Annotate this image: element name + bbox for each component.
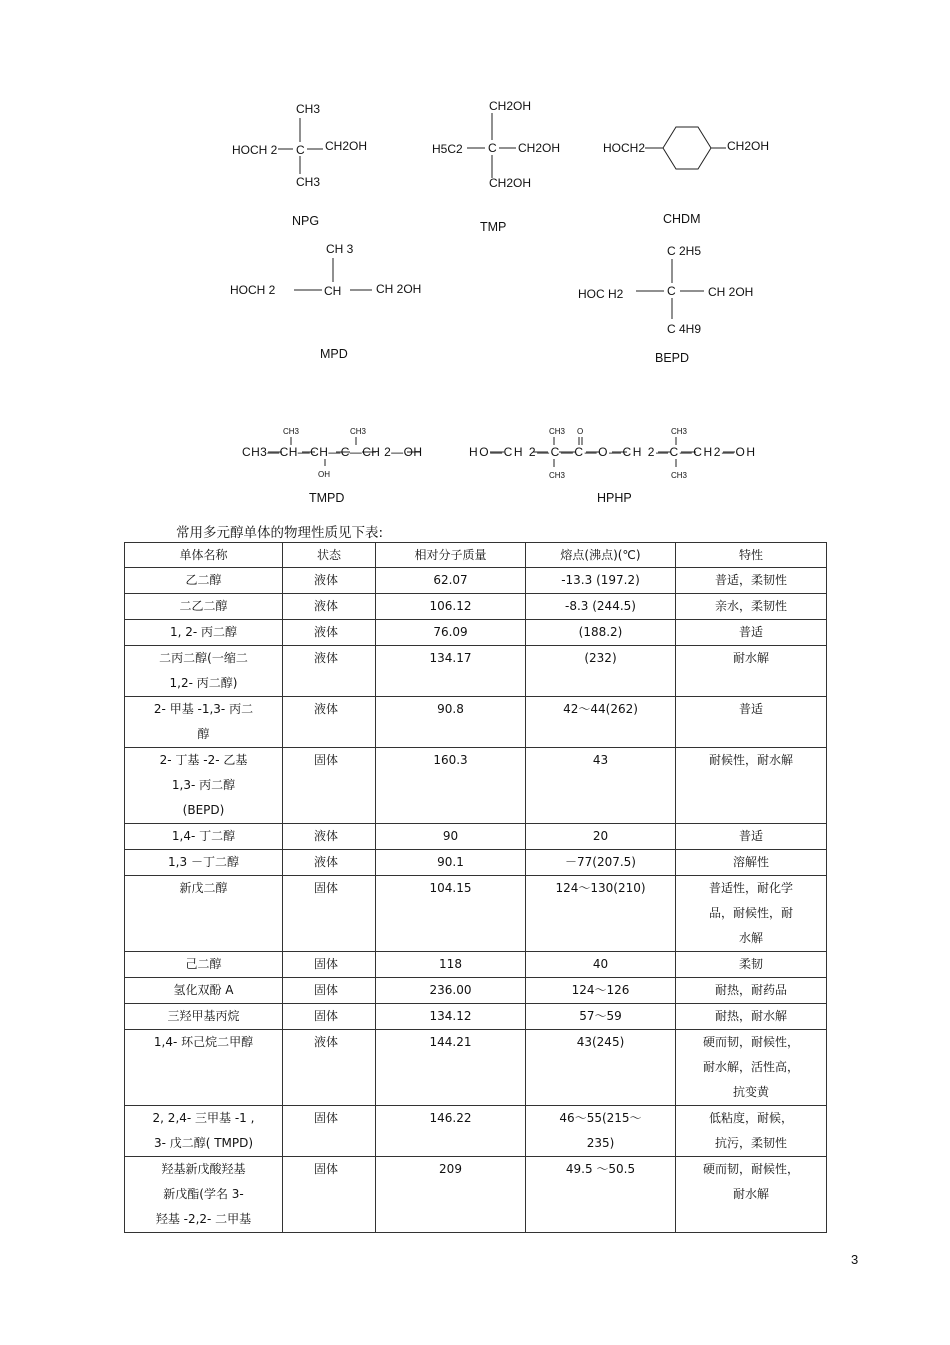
cell-monomer-name <box>125 594 283 620</box>
cell-melting-point <box>526 594 676 620</box>
cell-monomer-name-line: 1,4- 环己烷二甲醇 <box>153 1035 254 1049</box>
cell-properties-line: 普适 <box>738 625 763 639</box>
tmp-name: TMP <box>480 220 507 234</box>
bepd-bottom-group: C 4H9 <box>667 322 702 336</box>
cell-melting-point-line: 57～59 <box>579 1009 622 1023</box>
cell-monomer-name <box>125 978 283 1004</box>
cell-monomer-name <box>125 850 283 876</box>
cell-monomer-name-line: 氢化双酚 A <box>173 983 234 997</box>
cell-monomer-name-line: 醇 <box>197 727 210 741</box>
cell-melting-point <box>526 824 676 850</box>
tmpd-name: TMPD <box>309 491 345 505</box>
cell-monomer-name-line: 1,4- 丁二醇 <box>171 829 236 843</box>
cell-state: 液体 <box>283 594 376 620</box>
cell-molecular-weight: 106.12 <box>376 594 526 620</box>
cell-properties-line: 抗污，柔韧性 <box>714 1136 787 1150</box>
table-row <box>125 1106 827 1157</box>
table-row <box>125 594 827 620</box>
cell-state: 液体 <box>283 697 376 748</box>
cell-properties <box>676 568 827 594</box>
cell-melting-point <box>526 1030 676 1106</box>
header-monomer-name: 单体名称 <box>125 543 283 568</box>
hphp-branch-bottom-2: CH3 <box>671 471 688 480</box>
cell-properties <box>676 646 827 697</box>
cell-properties-line: 硬而韧，耐候性， <box>702 1035 799 1049</box>
tmpd-main-chain: CH3—CH—CH—C—CH 2—OH <box>242 445 422 459</box>
cell-properties <box>676 1030 827 1106</box>
header-properties: 特性 <box>676 543 827 568</box>
cell-monomer-name <box>125 876 283 952</box>
cell-melting-point <box>526 1106 676 1157</box>
cell-properties-line: 低粘度，耐候， <box>708 1111 793 1125</box>
mpd-center-atom: CH <box>324 284 342 298</box>
cell-melting-point-line: 46～55(215～ <box>559 1111 642 1125</box>
cell-monomer-name <box>125 620 283 646</box>
table-body <box>125 568 827 1233</box>
cell-properties-line: 普适性，耐化学 <box>708 881 793 895</box>
npg-bottom-group: CH3 <box>296 175 321 189</box>
page-number: 3 <box>851 1252 859 1267</box>
npg-center-atom: C <box>296 143 305 157</box>
cell-molecular-weight: 146.22 <box>376 1106 526 1157</box>
cell-monomer-name-line: 三羟甲基丙烷 <box>167 1009 240 1023</box>
cell-monomer-name <box>125 824 283 850</box>
cell-melting-point <box>526 697 676 748</box>
cell-properties-line: 亲水，柔韧性 <box>714 599 787 613</box>
cell-monomer-name-line: 羟基 -2,2- 二甲基 <box>155 1212 252 1226</box>
cell-melting-point <box>526 876 676 952</box>
cell-properties <box>676 1157 827 1233</box>
cell-melting-point-line: (188.2) <box>578 625 623 639</box>
header-state: 状态 <box>283 543 376 568</box>
bepd-left-group: HOC H2 <box>578 287 624 301</box>
cell-state: 液体 <box>283 824 376 850</box>
cell-monomer-name-line: 二乙二醇 <box>179 599 228 613</box>
cell-state: 固体 <box>283 1157 376 1233</box>
bepd-name: BEPD <box>655 351 690 365</box>
cell-properties <box>676 620 827 646</box>
cell-state: 液体 <box>283 646 376 697</box>
cell-properties <box>676 850 827 876</box>
cell-molecular-weight: 118 <box>376 952 526 978</box>
hphp-name: HPHP <box>597 491 632 505</box>
cell-monomer-name-line: 3- 戊二醇( TMPD) <box>153 1136 254 1150</box>
bepd-top-group: C 2H5 <box>667 244 702 258</box>
table-row <box>125 978 827 1004</box>
cell-properties-line: 耐水解，活性高， <box>702 1060 799 1074</box>
tmp-left-group: H5C2 <box>432 142 463 156</box>
tmp-right-group: CH2OH <box>518 141 561 155</box>
table-intro: 常用多元醇单体的物理性质见下表: <box>176 525 384 541</box>
table-row <box>125 876 827 952</box>
cell-state: 固体 <box>283 952 376 978</box>
cell-monomer-name-line: 乙二醇 <box>185 573 222 587</box>
table-row <box>125 697 827 748</box>
mpd-left-group: HOCH 2 <box>230 283 276 297</box>
cell-monomer-name-line: 己二醇 <box>185 957 222 971</box>
tmp-center-atom: C <box>488 141 497 155</box>
cell-melting-point <box>526 646 676 697</box>
tmp-top-group: CH2OH <box>489 99 532 113</box>
cell-melting-point-line: 49.5 ～50.5 <box>565 1162 636 1176</box>
tmp-bottom-group: CH2OH <box>489 176 532 190</box>
table-row <box>125 952 827 978</box>
table-row <box>125 1157 827 1233</box>
cell-properties <box>676 748 827 824</box>
table-row <box>125 620 827 646</box>
cell-monomer-name <box>125 646 283 697</box>
mpd-name: MPD <box>320 347 348 361</box>
cell-melting-point <box>526 952 676 978</box>
cell-monomer-name-line: 羟基新戊酸羟基 <box>161 1162 246 1176</box>
cell-state: 固体 <box>283 978 376 1004</box>
polyol-properties-table <box>124 542 827 1233</box>
hphp-carbonyl-oxygen: O <box>577 427 584 436</box>
table-row <box>125 850 827 876</box>
cell-molecular-weight: 90.8 <box>376 697 526 748</box>
hphp-branch-top-2: CH3 <box>671 427 688 436</box>
cell-melting-point-line: 20 <box>592 829 609 843</box>
cell-molecular-weight: 144.21 <box>376 1030 526 1106</box>
cell-properties-line: 品，耐候性，耐 <box>708 906 793 920</box>
cell-monomer-name-line: 新戊二醇 <box>179 881 228 895</box>
cell-monomer-name-line: 1,2- 丙二醇) <box>169 676 238 690</box>
cell-melting-point-line: 43(245) <box>576 1035 625 1049</box>
cell-monomer-name-line: 2- 甲基 -1,3- 丙二 <box>153 702 254 716</box>
cell-melting-point <box>526 1157 676 1233</box>
cell-molecular-weight: 90.1 <box>376 850 526 876</box>
cell-monomer-name-line: 1,3- 丙二醇 <box>171 778 236 792</box>
cell-melting-point <box>526 978 676 1004</box>
bepd-right-group: CH 2OH <box>708 285 754 299</box>
cell-melting-point <box>526 620 676 646</box>
header-molecular-weight: 相对分子质量 <box>376 543 526 568</box>
cell-properties-line: 耐水解 <box>732 651 769 665</box>
cell-properties-line: 普适 <box>738 702 763 716</box>
cell-melting-point <box>526 568 676 594</box>
cell-molecular-weight: 209 <box>376 1157 526 1233</box>
cell-molecular-weight: 62.07 <box>376 568 526 594</box>
cell-properties <box>676 1004 827 1030</box>
table-row <box>125 646 827 697</box>
mpd-top-group: CH 3 <box>326 242 354 256</box>
cell-state: 固体 <box>283 876 376 952</box>
cell-molecular-weight: 90 <box>376 824 526 850</box>
tmpd-branch-1: CH3 <box>283 427 300 436</box>
cell-properties <box>676 824 827 850</box>
chdm-name: CHDM <box>663 212 701 226</box>
cell-monomer-name-line: 1,3 －丁二醇 <box>168 855 239 869</box>
cell-melting-point <box>526 850 676 876</box>
cell-melting-point-line: 124～126 <box>571 983 630 997</box>
cell-state: 固体 <box>283 748 376 824</box>
table-row <box>125 824 827 850</box>
cell-properties-line: 耐候性，耐水解 <box>708 753 793 767</box>
chdm-left-group: HOCH2 <box>603 141 646 155</box>
bepd-center-atom: C <box>667 284 676 298</box>
cell-monomer-name <box>125 952 283 978</box>
cell-monomer-name <box>125 1157 283 1233</box>
cell-properties <box>676 952 827 978</box>
cell-monomer-name-line: (BEPD) <box>182 803 225 817</box>
cell-properties <box>676 1106 827 1157</box>
cell-monomer-name <box>125 1004 283 1030</box>
cell-state: 固体 <box>283 1004 376 1030</box>
mpd-right-group: CH 2OH <box>376 282 422 296</box>
cell-melting-point <box>526 748 676 824</box>
structure-figures <box>0 0 950 520</box>
table-row <box>125 748 827 824</box>
cell-state: 液体 <box>283 1030 376 1106</box>
cell-monomer-name-line: 新戊酯(学名 3- <box>163 1187 244 1201</box>
cell-properties <box>676 594 827 620</box>
cell-molecular-weight: 236.00 <box>376 978 526 1004</box>
cell-melting-point-line: 124～130(210) <box>555 881 646 895</box>
structure-drawings <box>0 0 950 520</box>
cell-properties <box>676 697 827 748</box>
cell-properties-line: 硬而韧，耐候性， <box>702 1162 799 1176</box>
cell-melting-point-line: 40 <box>592 957 609 971</box>
npg-right-group: CH2OH <box>325 139 368 153</box>
cell-properties <box>676 978 827 1004</box>
cell-monomer-name <box>125 568 283 594</box>
cell-melting-point-line: －77(207.5) <box>565 855 636 869</box>
cell-monomer-name <box>125 1030 283 1106</box>
table-row <box>125 1004 827 1030</box>
cell-properties-line: 柔韧 <box>738 957 763 971</box>
cell-melting-point-line: 235) <box>586 1136 615 1150</box>
cell-molecular-weight: 134.12 <box>376 1004 526 1030</box>
cell-melting-point-line: 43 <box>592 753 609 767</box>
cell-molecular-weight: 104.15 <box>376 876 526 952</box>
cell-properties-line: 水解 <box>738 931 763 945</box>
cell-monomer-name <box>125 697 283 748</box>
cell-properties <box>676 876 827 952</box>
cell-molecular-weight: 160.3 <box>376 748 526 824</box>
cell-melting-point-line: 42～44(262) <box>563 702 638 716</box>
hphp-branch-top-1: CH3 <box>549 427 566 436</box>
cell-state: 液体 <box>283 568 376 594</box>
hphp-main-chain: HO—CH 2—C—C—O—CH 2—C—CH2—OH <box>469 445 755 459</box>
npg-top-group: CH3 <box>296 102 321 116</box>
cell-state: 液体 <box>283 620 376 646</box>
cell-properties-line: 普适，柔韧性 <box>714 573 787 587</box>
tmpd-branch-2: CH3 <box>350 427 367 436</box>
npg-left-group: HOCH 2 <box>232 143 278 157</box>
cell-molecular-weight: 76.09 <box>376 620 526 646</box>
header-melting-point: 熔点(沸点)(℃) <box>526 543 676 568</box>
npg-name: NPG <box>292 214 320 228</box>
cell-melting-point-line: -8.3 (244.5) <box>565 599 636 613</box>
cell-properties-line: 溶解性 <box>732 855 769 869</box>
table-row <box>125 1030 827 1106</box>
table-header-row <box>125 543 827 568</box>
cell-melting-point <box>526 1004 676 1030</box>
cell-state: 固体 <box>283 1106 376 1157</box>
chdm-right-group: CH2OH <box>727 139 770 153</box>
cell-molecular-weight: 134.17 <box>376 646 526 697</box>
tmpd-hydroxyl: OH <box>318 470 330 479</box>
cell-melting-point-line: -13.3 (197.2) <box>561 573 640 587</box>
cell-state: 液体 <box>283 850 376 876</box>
cell-monomer-name-line: 2- 丁基 -2- 乙基 <box>159 753 248 767</box>
cell-monomer-name <box>125 748 283 824</box>
cell-melting-point-line: (232) <box>584 651 617 665</box>
cell-properties-line: 耐热，耐药品 <box>714 983 787 997</box>
cell-properties-line: 普适 <box>738 829 763 843</box>
cell-properties-line: 耐热，耐水解 <box>714 1009 787 1023</box>
hphp-branch-bottom-1: CH3 <box>549 471 566 480</box>
cell-monomer-name-line: 二丙二醇(一缩二 <box>159 651 248 665</box>
cell-monomer-name-line: 2, 2,4- 三甲基 -1 , <box>152 1111 255 1125</box>
cell-monomer-name-line: 1, 2- 丙二醇 <box>169 625 238 639</box>
table-row <box>125 568 827 594</box>
cell-monomer-name <box>125 1106 283 1157</box>
cell-properties-line: 耐水解 <box>732 1187 769 1201</box>
cell-properties-line: 抗变黄 <box>732 1085 769 1099</box>
